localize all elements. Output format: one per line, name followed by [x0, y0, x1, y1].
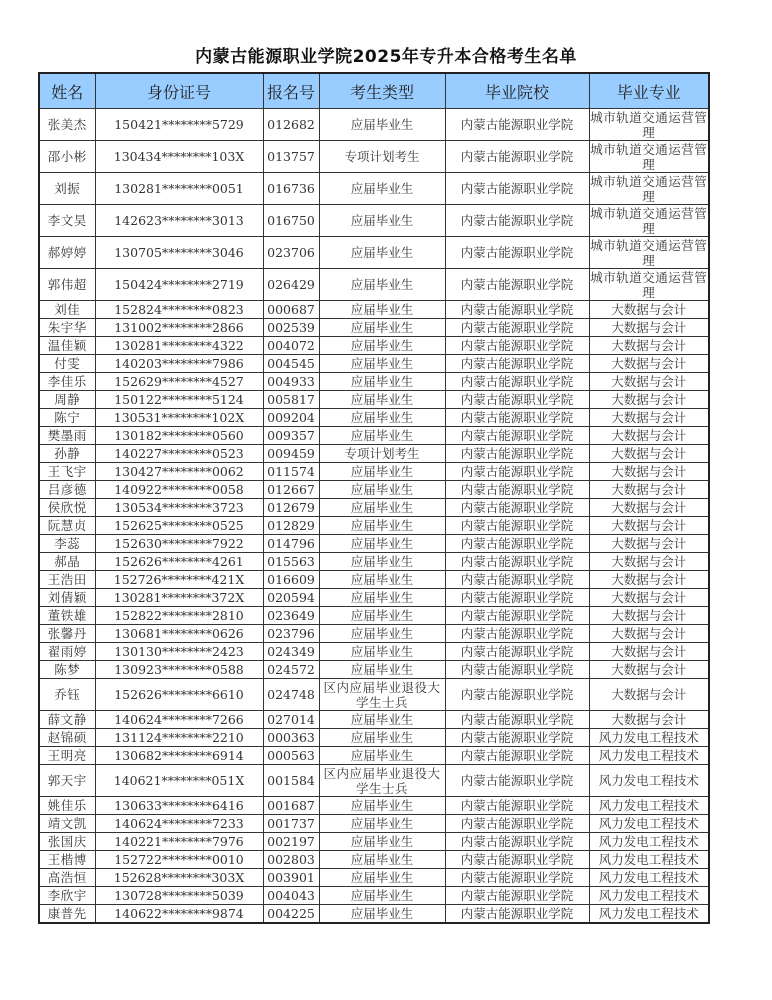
cell-name: 李佳乐	[39, 373, 95, 391]
cell-major: 大数据与会计	[589, 391, 709, 409]
cell-school: 内蒙古能源职业学院	[445, 887, 589, 905]
cell-id-number: 152629********4527	[95, 373, 263, 391]
cell-school: 内蒙古能源职业学院	[445, 553, 589, 571]
cell-name: 郭伟超	[39, 269, 95, 301]
cell-major: 风力发电工程技术	[589, 747, 709, 765]
cell-major: 大数据与会计	[589, 535, 709, 553]
cell-school: 内蒙古能源职业学院	[445, 661, 589, 679]
table-row	[39, 711, 709, 729]
cell-major: 城市轨道交通运营管理	[590, 173, 708, 204]
cell-registration-number: 001737	[263, 815, 319, 833]
cell-major: 风力发电工程技术	[589, 797, 709, 815]
cell-name: 郭天宇	[39, 765, 95, 797]
cell-registration-number: 012679	[263, 499, 319, 517]
cell-name: 王楷博	[39, 851, 95, 869]
cell-registration-number: 012829	[263, 517, 319, 535]
header-major: 毕业专业	[589, 73, 709, 109]
cell-school: 内蒙古能源职业学院	[445, 409, 589, 427]
table-row	[39, 409, 709, 427]
cell-candidate-type: 应届毕业生	[319, 481, 445, 499]
cell-candidate-type: 应届毕业生	[319, 869, 445, 887]
cell-name: 姚佳乐	[39, 797, 95, 815]
cell-candidate-type: 应届毕业生	[319, 301, 445, 319]
cell-id-number: 140624********7266	[95, 711, 263, 729]
cell-school: 内蒙古能源职业学院	[445, 833, 589, 851]
cell-major: 风力发电工程技术	[589, 869, 709, 887]
cell-name: 张美杰	[39, 109, 95, 141]
table-row	[39, 237, 709, 269]
cell-candidate-type: 应届毕业生	[319, 729, 445, 747]
cell-name: 靖文凯	[39, 815, 95, 833]
cell-major: 大数据与会计	[589, 319, 709, 337]
cell-school: 内蒙古能源职业学院	[445, 747, 589, 765]
cell-id-number: 152726********421X	[95, 571, 263, 589]
cell-major: 城市轨道交通运营管理	[590, 205, 708, 236]
table-row	[39, 765, 709, 797]
cell-major: 风力发电工程技术	[589, 833, 709, 851]
cell-major: 大数据与会计	[589, 445, 709, 463]
cell-candidate-type: 应届毕业生	[319, 833, 445, 851]
cell-school: 内蒙古能源职业学院	[445, 851, 589, 869]
cell-name: 陈宁	[39, 409, 95, 427]
cell-id-number: 152824********0823	[95, 301, 263, 319]
table-row	[39, 571, 709, 589]
cell-name: 董铁雄	[39, 607, 95, 625]
cell-candidate-type: 应届毕业生	[319, 589, 445, 607]
table-row	[39, 355, 709, 373]
cell-registration-number: 002539	[263, 319, 319, 337]
cell-candidate-type: 应届毕业生	[319, 463, 445, 481]
cell-candidate-type: 应届毕业生	[319, 815, 445, 833]
table-row	[39, 517, 709, 535]
cell-name: 李文昊	[39, 205, 95, 237]
table-row	[39, 427, 709, 445]
cell-id-number: 130427********0062	[95, 463, 263, 481]
cell-registration-number: 009204	[263, 409, 319, 427]
cell-major: 大数据与会计	[589, 337, 709, 355]
cell-registration-number: 000363	[263, 729, 319, 747]
cell-major: 城市轨道交通运营管理	[590, 109, 708, 140]
cell-registration-number: 024349	[263, 643, 319, 661]
cell-candidate-type: 应届毕业生	[319, 661, 445, 679]
cell-candidate-type: 应届毕业生	[319, 373, 445, 391]
table-row	[39, 833, 709, 851]
cell-candidate-type: 专项计划考生	[319, 445, 445, 463]
cell-registration-number: 001584	[263, 765, 319, 797]
cell-school: 内蒙古能源职业学院	[445, 869, 589, 887]
cell-major: 城市轨道交通运营管理	[590, 141, 708, 172]
cell-major: 大数据与会计	[589, 661, 709, 679]
cell-school: 内蒙古能源职业学院	[445, 607, 589, 625]
cell-major: 大数据与会计	[589, 463, 709, 481]
cell-id-number: 140922********0058	[95, 481, 263, 499]
cell-name: 薛文静	[39, 711, 95, 729]
cell-school: 内蒙古能源职业学院	[445, 445, 589, 463]
cell-school: 内蒙古能源职业学院	[445, 625, 589, 643]
cell-id-number: 130281********372X	[95, 589, 263, 607]
cell-id-number: 130705********3046	[95, 237, 263, 269]
cell-registration-number: 009357	[263, 427, 319, 445]
cell-id-number: 150122********5124	[95, 391, 263, 409]
cell-major: 大数据与会计	[589, 607, 709, 625]
cell-id-number: 152628********303X	[95, 869, 263, 887]
cell-registration-number: 004043	[263, 887, 319, 905]
cell-id-number: 150424********2719	[95, 269, 263, 301]
table-row	[39, 337, 709, 355]
cell-id-number: 152822********2810	[95, 607, 263, 625]
cell-name: 陈梦	[39, 661, 95, 679]
table-row	[39, 109, 709, 141]
cell-school: 内蒙古能源职业学院	[445, 141, 589, 173]
cell-school: 内蒙古能源职业学院	[445, 463, 589, 481]
table-row	[39, 887, 709, 905]
cell-registration-number: 000687	[263, 301, 319, 319]
cell-id-number: 140227********0523	[95, 445, 263, 463]
cell-id-number: 140203********7986	[95, 355, 263, 373]
cell-school: 内蒙古能源职业学院	[445, 711, 589, 729]
cell-name: 翟雨婷	[39, 643, 95, 661]
cell-registration-number: 011574	[263, 463, 319, 481]
cell-registration-number: 005817	[263, 391, 319, 409]
cell-registration-number: 027014	[263, 711, 319, 729]
cell-id-number: 140622********9874	[95, 905, 263, 924]
header-candidate-type: 考生类型	[319, 73, 445, 109]
cell-registration-number: 014796	[263, 535, 319, 553]
cell-major: 大数据与会计	[589, 355, 709, 373]
cell-registration-number: 016736	[263, 173, 319, 205]
cell-candidate-type: 应届毕业生	[319, 237, 445, 269]
cell-id-number: 130923********0588	[95, 661, 263, 679]
header-school: 毕业院校	[445, 73, 589, 109]
table-row	[39, 269, 709, 301]
cell-name: 周静	[39, 391, 95, 409]
cell-major: 城市轨道交通运营管理	[590, 237, 708, 268]
cell-school: 内蒙古能源职业学院	[445, 355, 589, 373]
cell-name: 付雯	[39, 355, 95, 373]
table-row	[39, 815, 709, 833]
cell-school: 内蒙古能源职业学院	[445, 571, 589, 589]
table-row	[39, 319, 709, 337]
cell-name: 李欣宇	[39, 887, 95, 905]
cell-candidate-type: 专项计划考生	[319, 141, 445, 173]
cell-name: 郝晶	[39, 553, 95, 571]
cell-registration-number: 004225	[263, 905, 319, 924]
cell-name: 康普先	[39, 905, 95, 924]
cell-candidate-type: 应届毕业生	[319, 747, 445, 765]
cell-name: 朱宇华	[39, 319, 95, 337]
cell-school: 内蒙古能源职业学院	[445, 373, 589, 391]
table-row	[39, 301, 709, 319]
table-row	[39, 141, 709, 173]
cell-school: 内蒙古能源职业学院	[445, 499, 589, 517]
cell-name: 吕彦德	[39, 481, 95, 499]
cell-major: 大数据与会计	[589, 553, 709, 571]
cell-name: 刘倩颖	[39, 589, 95, 607]
cell-registration-number: 012682	[263, 109, 319, 141]
cell-name: 孙静	[39, 445, 95, 463]
cell-candidate-type: 应届毕业生	[319, 355, 445, 373]
cell-id-number: 130681********0626	[95, 625, 263, 643]
table-row	[39, 851, 709, 869]
cell-candidate-type: 应届毕业生	[319, 391, 445, 409]
table-row	[39, 625, 709, 643]
table-row	[39, 797, 709, 815]
cell-candidate-type: 应届毕业生	[319, 337, 445, 355]
cell-name: 樊墨雨	[39, 427, 95, 445]
cell-school: 内蒙古能源职业学院	[445, 729, 589, 747]
cell-registration-number: 004072	[263, 337, 319, 355]
cell-name: 李蕊	[39, 535, 95, 553]
cell-id-number: 130531********102X	[95, 409, 263, 427]
cell-major: 大数据与会计	[589, 409, 709, 427]
header-row	[39, 73, 709, 109]
cell-major: 大数据与会计	[589, 373, 709, 391]
cell-major: 大数据与会计	[589, 571, 709, 589]
cell-school: 内蒙古能源职业学院	[445, 427, 589, 445]
cell-name: 温佳颖	[39, 337, 95, 355]
cell-candidate-type: 应届毕业生	[319, 797, 445, 815]
cell-major: 大数据与会计	[589, 517, 709, 535]
cell-school: 内蒙古能源职业学院	[445, 269, 589, 301]
cell-candidate-type: 应届毕业生	[319, 269, 445, 301]
cell-school: 内蒙古能源职业学院	[445, 535, 589, 553]
cell-name: 刘佳	[39, 301, 95, 319]
cell-school: 内蒙古能源职业学院	[445, 319, 589, 337]
cell-id-number: 140621********051X	[95, 765, 263, 797]
cell-name: 乔钰	[39, 679, 95, 711]
cell-name: 阮慧贞	[39, 517, 95, 535]
cell-name: 高浩恒	[39, 869, 95, 887]
cell-major: 风力发电工程技术	[589, 815, 709, 833]
cell-id-number: 140221********7976	[95, 833, 263, 851]
cell-id-number: 142623********3013	[95, 205, 263, 237]
cell-registration-number: 003901	[263, 869, 319, 887]
cell-candidate-type: 应届毕业生	[319, 887, 445, 905]
cell-major: 大数据与会计	[589, 427, 709, 445]
table-row	[39, 869, 709, 887]
cell-school: 内蒙古能源职业学院	[445, 905, 589, 924]
cell-major: 大数据与会计	[589, 499, 709, 517]
cell-major: 风力发电工程技术	[589, 765, 709, 797]
table-row	[39, 553, 709, 571]
cell-major: 风力发电工程技术	[589, 887, 709, 905]
table-body	[39, 109, 709, 924]
table-row	[39, 463, 709, 481]
cell-school: 内蒙古能源职业学院	[445, 481, 589, 499]
cell-id-number: 130281********0051	[95, 173, 263, 205]
cell-school: 内蒙古能源职业学院	[445, 815, 589, 833]
cell-name: 王明亮	[39, 747, 95, 765]
cell-candidate-type: 应届毕业生	[319, 711, 445, 729]
cell-major: 大数据与会计	[589, 301, 709, 319]
cell-name: 刘振	[39, 173, 95, 205]
cell-school: 内蒙古能源职业学院	[445, 337, 589, 355]
cell-registration-number: 009459	[263, 445, 319, 463]
cell-major: 大数据与会计	[589, 481, 709, 499]
table-row	[39, 445, 709, 463]
cell-candidate-type: 区内应届毕业退役大学生士兵	[319, 679, 445, 711]
cell-id-number: 130434********103X	[95, 141, 263, 173]
cell-registration-number: 026429	[263, 269, 319, 301]
cell-candidate-type: 应届毕业生	[319, 499, 445, 517]
cell-id-number: 152630********7922	[95, 535, 263, 553]
cell-candidate-type: 应届毕业生	[319, 205, 445, 237]
cell-registration-number: 020594	[263, 589, 319, 607]
cell-school: 内蒙古能源职业学院	[445, 301, 589, 319]
cell-major: 大数据与会计	[589, 625, 709, 643]
table-row	[39, 607, 709, 625]
cell-name: 赵锦硕	[39, 729, 95, 747]
cell-registration-number: 004933	[263, 373, 319, 391]
cell-major: 大数据与会计	[589, 643, 709, 661]
cell-school: 内蒙古能源职业学院	[445, 173, 589, 205]
cell-major: 城市轨道交通运营管理	[590, 269, 708, 300]
cell-candidate-type: 应届毕业生	[319, 109, 445, 141]
cell-id-number: 152625********0525	[95, 517, 263, 535]
table-row	[39, 589, 709, 607]
table-row	[39, 535, 709, 553]
cell-id-number: 152626********6610	[95, 679, 263, 711]
cell-registration-number: 015563	[263, 553, 319, 571]
cell-registration-number: 016750	[263, 205, 319, 237]
cell-candidate-type: 应届毕业生	[319, 319, 445, 337]
cell-registration-number: 002803	[263, 851, 319, 869]
cell-name: 侯欣悦	[39, 499, 95, 517]
cell-school: 内蒙古能源职业学院	[445, 237, 589, 269]
cell-major: 大数据与会计	[589, 711, 709, 729]
table-row	[39, 905, 709, 924]
cell-candidate-type: 应届毕业生	[319, 571, 445, 589]
cell-name: 张国庆	[39, 833, 95, 851]
cell-id-number: 130130********2423	[95, 643, 263, 661]
cell-id-number: 130534********3723	[95, 499, 263, 517]
cell-candidate-type: 应届毕业生	[319, 625, 445, 643]
table-row	[39, 205, 709, 237]
table-row	[39, 643, 709, 661]
cell-name: 王浩田	[39, 571, 95, 589]
table-row	[39, 481, 709, 499]
cell-registration-number: 001687	[263, 797, 319, 815]
cell-id-number: 130281********4322	[95, 337, 263, 355]
header-name: 姓名	[39, 73, 95, 109]
candidate-table	[38, 72, 710, 924]
cell-candidate-type: 应届毕业生	[319, 643, 445, 661]
cell-id-number: 130182********0560	[95, 427, 263, 445]
table-row	[39, 729, 709, 747]
cell-school: 内蒙古能源职业学院	[445, 765, 589, 797]
cell-major: 大数据与会计	[589, 679, 709, 711]
cell-id-number: 140624********7233	[95, 815, 263, 833]
cell-name: 郝婷婷	[39, 237, 95, 269]
cell-registration-number: 012667	[263, 481, 319, 499]
cell-registration-number: 024748	[263, 679, 319, 711]
table-row	[39, 661, 709, 679]
cell-candidate-type: 应届毕业生	[319, 851, 445, 869]
cell-school: 内蒙古能源职业学院	[445, 391, 589, 409]
cell-registration-number: 013757	[263, 141, 319, 173]
header-id-number: 身份证号	[95, 73, 263, 109]
cell-name: 张馨丹	[39, 625, 95, 643]
table-row	[39, 679, 709, 711]
document-title: 内蒙古能源职业学院2025年专升本合格考生名单	[195, 47, 577, 67]
cell-registration-number: 000563	[263, 747, 319, 765]
table-row	[39, 173, 709, 205]
cell-candidate-type: 应届毕业生	[319, 535, 445, 553]
table-row	[39, 499, 709, 517]
cell-id-number: 150421********5729	[95, 109, 263, 141]
cell-registration-number: 023706	[263, 237, 319, 269]
cell-school: 内蒙古能源职业学院	[445, 205, 589, 237]
cell-id-number: 130728********5039	[95, 887, 263, 905]
cell-registration-number: 023649	[263, 607, 319, 625]
cell-school: 内蒙古能源职业学院	[445, 109, 589, 141]
cell-school: 内蒙古能源职业学院	[445, 589, 589, 607]
cell-candidate-type: 应届毕业生	[319, 607, 445, 625]
cell-candidate-type: 应届毕业生	[319, 427, 445, 445]
table-row	[39, 747, 709, 765]
cell-registration-number: 016609	[263, 571, 319, 589]
cell-candidate-type: 区内应届毕业退役大学生士兵	[319, 765, 445, 797]
cell-school: 内蒙古能源职业学院	[445, 517, 589, 535]
cell-registration-number: 023796	[263, 625, 319, 643]
cell-id-number: 130682********6914	[95, 747, 263, 765]
cell-name: 王飞宇	[39, 463, 95, 481]
cell-major: 风力发电工程技术	[589, 729, 709, 747]
cell-id-number: 152722********0010	[95, 851, 263, 869]
cell-registration-number: 002197	[263, 833, 319, 851]
header-registration-number: 报名号	[263, 73, 319, 109]
cell-candidate-type: 应届毕业生	[319, 517, 445, 535]
cell-id-number: 131124********2210	[95, 729, 263, 747]
cell-school: 内蒙古能源职业学院	[445, 643, 589, 661]
cell-school: 内蒙古能源职业学院	[445, 679, 589, 711]
cell-candidate-type: 应届毕业生	[319, 409, 445, 427]
cell-major: 风力发电工程技术	[589, 851, 709, 869]
cell-major: 大数据与会计	[589, 589, 709, 607]
table-row	[39, 391, 709, 409]
cell-candidate-type: 应届毕业生	[319, 173, 445, 205]
cell-id-number: 130633********6416	[95, 797, 263, 815]
cell-major: 风力发电工程技术	[589, 905, 709, 924]
cell-registration-number: 024572	[263, 661, 319, 679]
cell-id-number: 152626********4261	[95, 553, 263, 571]
cell-registration-number: 004545	[263, 355, 319, 373]
cell-candidate-type: 应届毕业生	[319, 905, 445, 924]
table-row	[39, 373, 709, 391]
cell-name: 邵小彬	[39, 141, 95, 173]
cell-id-number: 131002********2866	[95, 319, 263, 337]
cell-candidate-type: 应届毕业生	[319, 553, 445, 571]
cell-school: 内蒙古能源职业学院	[445, 797, 589, 815]
